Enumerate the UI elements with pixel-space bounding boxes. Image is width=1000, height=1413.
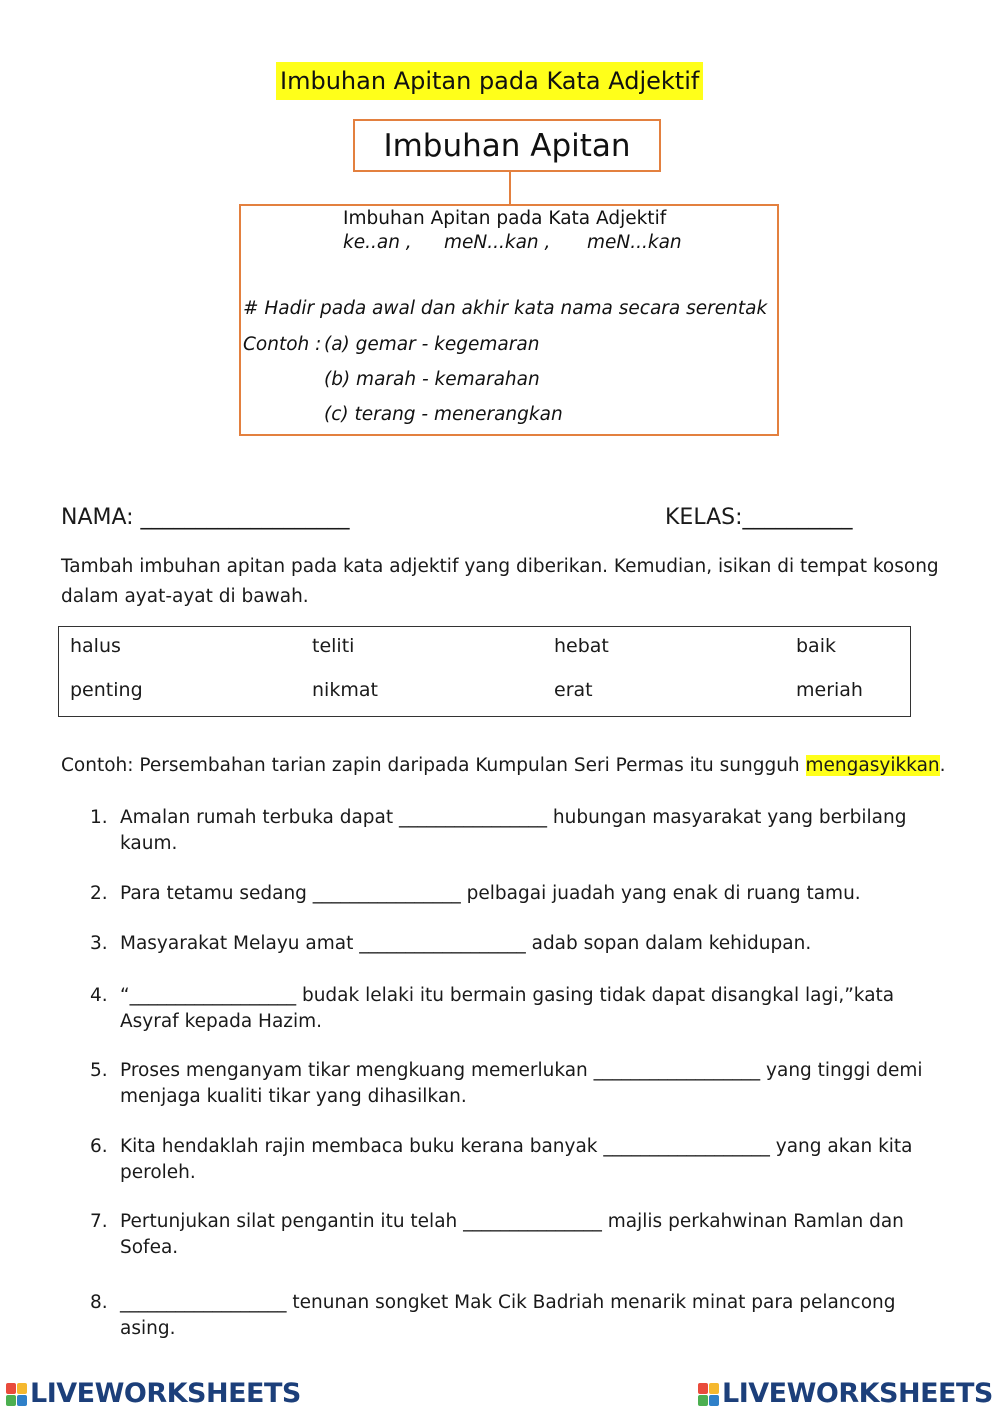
liveworksheets-logo-icon bbox=[698, 1383, 720, 1407]
question-text[interactable]: Amalan rumah terbuka dapat ________________ hubungan masyarakat yang berbilang kaum. bbox=[120, 807, 907, 854]
example-b: (b) marah - kemarahan bbox=[324, 369, 540, 390]
question-item bbox=[90, 931, 940, 957]
question-item bbox=[90, 805, 940, 857]
question-number: 1. bbox=[90, 807, 108, 828]
question-text[interactable]: __________________ tenunan songket Mak Cik Badriah menarik minat para pelancong asing. bbox=[120, 1292, 896, 1339]
example-c: (c) terang - menerangkan bbox=[324, 404, 563, 425]
liveworksheets-logo-icon bbox=[6, 1383, 28, 1407]
question-text[interactable]: Pertunjukan silat pengantin itu telah _______________ majlis perkahwinan Ramlan dan Sofea. bbox=[120, 1211, 904, 1258]
info-heading: Imbuhan Apitan pada Kata Adjektif bbox=[343, 208, 667, 229]
name-field[interactable]: NAMA: ___________________ bbox=[61, 505, 350, 530]
brand-text: LIVEWORKSHEETS bbox=[722, 1378, 993, 1409]
example-sentence bbox=[61, 755, 946, 776]
word-item: teliti bbox=[312, 635, 355, 657]
example-a: (a) gemar - kegemaran bbox=[324, 334, 540, 355]
example-answer: mengasyikkan bbox=[805, 755, 940, 776]
word-item: erat bbox=[554, 679, 593, 701]
affix-kean: ke..an , bbox=[343, 232, 412, 253]
question-item bbox=[90, 881, 940, 907]
question-text[interactable]: Proses menganyam tikar mengkuang memerlukan __________________ yang tinggi demi menjaga kualiti tikar yang dihasilkan. bbox=[120, 1060, 923, 1107]
question-item bbox=[90, 1290, 940, 1342]
rule-text: # Hadir pada awal dan akhir kata nama secara serentak bbox=[243, 298, 768, 319]
word-item: hebat bbox=[554, 635, 609, 657]
instruction-text: Tambah imbuhan apitan pada kata adjektif yang diberikan. Kemudian, isikan di tempat kosong dalam ayat-ayat di bawah. bbox=[61, 556, 939, 607]
word-item: halus bbox=[70, 635, 121, 657]
footer-brand-right bbox=[698, 1378, 993, 1409]
question-number: 6. bbox=[90, 1136, 108, 1157]
question-text[interactable]: Kita hendaklah rajin membaca buku kerana banyak __________________ yang akan kita peroleh. bbox=[120, 1136, 913, 1183]
question-number: 5. bbox=[90, 1060, 108, 1081]
question-text[interactable]: Para tetamu sedang ________________ pelbagai juadah yang enak di ruang tamu. bbox=[120, 883, 861, 904]
word-item: nikmat bbox=[312, 679, 378, 701]
question-item bbox=[90, 983, 940, 1035]
word-item: meriah bbox=[796, 679, 863, 701]
affix-menkan-2: meN...kan bbox=[587, 232, 682, 253]
question-number: 7. bbox=[90, 1211, 108, 1232]
word-item: penting bbox=[70, 679, 143, 701]
question-item bbox=[90, 1134, 940, 1186]
footer-brand-left bbox=[6, 1378, 301, 1409]
example-label: Contoh : bbox=[243, 334, 322, 355]
word-item: baik bbox=[796, 635, 836, 657]
question-number: 8. bbox=[90, 1292, 108, 1313]
question-text[interactable]: “__________________ budak lelaki itu bermain gasing tidak dapat disangkal lagi,”kata Asyraf kepada Hazim. bbox=[120, 985, 895, 1032]
brand-text: LIVEWORKSHEETS bbox=[30, 1378, 301, 1409]
class-field[interactable]: KELAS:__________ bbox=[665, 505, 853, 530]
word-bank-table bbox=[58, 626, 911, 717]
topic-box: Imbuhan Apitan bbox=[353, 119, 661, 172]
question-number: 4. bbox=[90, 985, 108, 1006]
question-item bbox=[90, 1058, 940, 1110]
question-number: 3. bbox=[90, 933, 108, 954]
question-number: 2. bbox=[90, 883, 108, 904]
example-prefix: Contoh: Persembahan tarian zapin daripada Kumpulan Seri Permas itu sungguh bbox=[61, 755, 806, 776]
question-item bbox=[90, 1209, 940, 1261]
question-text[interactable]: Masyarakat Melayu amat __________________ adab sopan dalam kehidupan. bbox=[120, 933, 812, 954]
affix-menkan-1: meN...kan , bbox=[444, 232, 551, 253]
worksheet-title: Imbuhan Apitan pada Kata Adjektif bbox=[276, 62, 703, 100]
connector-line bbox=[509, 172, 511, 204]
info-box bbox=[239, 204, 779, 436]
example-suffix: . bbox=[939, 755, 946, 776]
